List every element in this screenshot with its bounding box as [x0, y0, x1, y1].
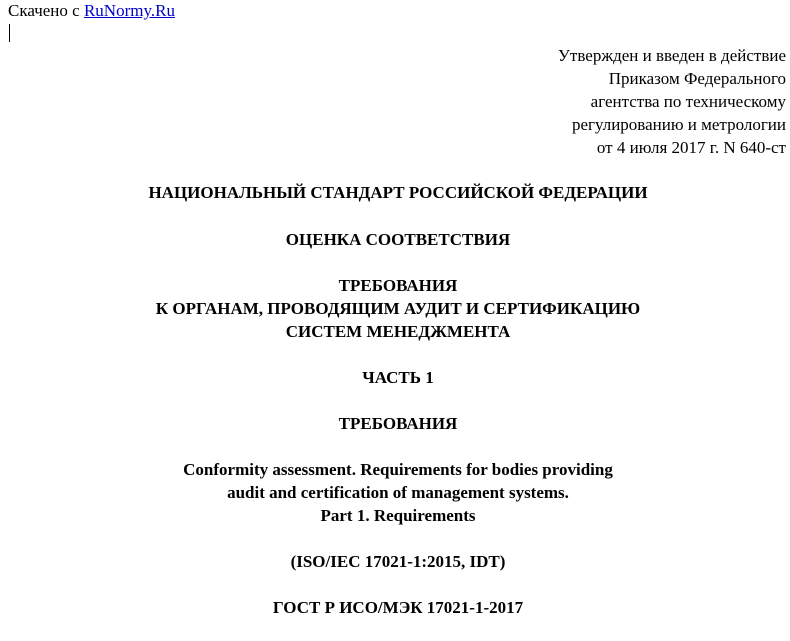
- national-standard-heading: [0, 181, 790, 204]
- part-title-heading: [0, 412, 790, 435]
- part-title: ТРЕБОВАНИЯ: [338, 414, 458, 433]
- english-title-line: Part 1. Requirements: [320, 506, 476, 525]
- gost-reference: [0, 596, 790, 619]
- assessment-title: ОЦЕНКА СООТВЕТСТВИЯ: [285, 230, 511, 249]
- english-title-line: Conformity assessment. Requirements for bodies providing: [183, 460, 613, 479]
- requirements-heading: [0, 274, 790, 343]
- runormy-link[interactable]: RuNormy.Ru: [83, 1, 175, 20]
- source-prefix: Скачено с: [8, 1, 84, 20]
- iso-reference-text: (ISO/IEC 17021-1:2015, IDT): [290, 552, 506, 571]
- national-standard-title: НАЦИОНАЛЬНЫЙ СТАНДАРТ РОССИЙСКОЙ ФЕДЕРАЦИИ: [148, 183, 648, 202]
- part-number: ЧАСТЬ 1: [362, 368, 434, 387]
- approval-line: Утвержден и введен в действие: [557, 46, 786, 65]
- part-heading: [0, 366, 790, 389]
- requirements-line: К ОРГАНАМ, ПРОВОДЯЩИМ АУДИТ И СЕРТИФИКАЦИЮ: [155, 299, 641, 318]
- english-title-block: [0, 458, 790, 527]
- gost-reference-text: ГОСТ Р ИСО/МЭК 17021-1-2017: [272, 598, 524, 617]
- requirements-line: ТРЕБОВАНИЯ: [338, 276, 458, 295]
- assessment-heading: [0, 228, 790, 251]
- requirements-line: СИСТЕМ МЕНЕДЖМЕНТА: [285, 322, 511, 341]
- approval-line: агентства по техническому: [590, 92, 786, 111]
- approval-line: Приказом Федерального: [608, 69, 786, 88]
- text-cursor: [9, 24, 10, 42]
- approval-line: от 4 июля 2017 г. N 640-ст: [596, 138, 786, 157]
- approval-block: [386, 44, 786, 159]
- source-line: [8, 0, 175, 22]
- english-title-line: audit and certification of management systems.: [227, 483, 569, 502]
- iso-reference: [0, 550, 790, 573]
- approval-line: регулированию и метрологии: [571, 115, 786, 134]
